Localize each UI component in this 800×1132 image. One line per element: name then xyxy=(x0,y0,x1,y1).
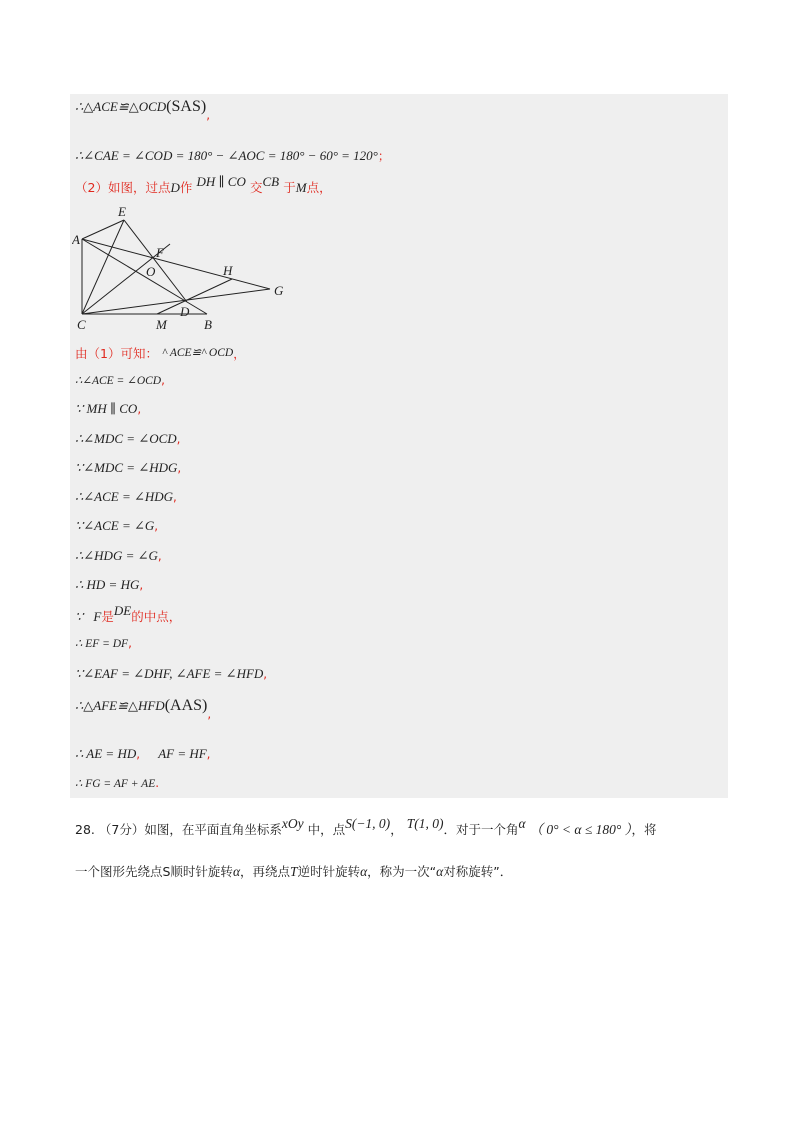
label-O: O xyxy=(146,264,156,279)
solution-line-1: ∴△ACE≌△OCD(SAS), xyxy=(75,98,211,122)
solution-line-7: ∴∠MDC = ∠OCD, xyxy=(75,431,181,446)
solution-line-18: ∴ FG = AF + AE. xyxy=(75,776,160,790)
solution-line-10: ∵∠ACE = ∠G, xyxy=(75,518,159,533)
segment-EC xyxy=(82,220,124,314)
question-28-line-2: 一个图形先绕点S顺时针旋转α，再绕点T逆时针旋转α，称为一次“α对称旋转”． xyxy=(75,864,513,879)
solution-line-15: ∵∠EAF = ∠DHF, ∠AFE = ∠HFD, xyxy=(75,666,268,681)
segment-AE xyxy=(82,220,124,239)
segment-AG xyxy=(82,239,270,289)
solution-line-12: ∴ HD = HG, xyxy=(75,577,144,592)
solution-line-14: ∴ EF = DF, xyxy=(75,636,132,650)
label-G: G xyxy=(274,283,284,298)
segment-MH xyxy=(157,279,232,314)
solution-line-16: ∴△AFE≌△HFD(AAS), xyxy=(75,697,212,721)
question-number: 28. xyxy=(75,822,95,837)
label-F: F xyxy=(156,245,164,260)
solution-line-2: ∴∠CAE = ∠COD = 180° − ∠AOC = 180° − 60° = 120°； xyxy=(75,148,390,163)
solution-line-17: ∴ AE = HD, AF = HF, xyxy=(75,746,211,761)
solution-line-11: ∴∠HDG = ∠G, xyxy=(75,548,162,563)
segment-DB xyxy=(187,302,207,314)
label-M: M xyxy=(156,317,167,332)
geometry-figure xyxy=(72,204,302,332)
solution-line-8: ∵∠MDC = ∠HDG, xyxy=(75,460,182,475)
solution-line-3: （2）如图，过点D作 DH ∥ CO 交CB 于M点， xyxy=(75,174,332,195)
segment-ED xyxy=(124,220,187,302)
label-C: C xyxy=(77,317,86,332)
solution-line-4: 由（1）可知： ^ ACE≌^ OCD， xyxy=(75,346,246,361)
label-A: A xyxy=(72,232,80,247)
segment-AD xyxy=(82,239,187,302)
label-D: D xyxy=(180,304,190,319)
label-E: E xyxy=(118,204,126,219)
figure-lines xyxy=(82,220,270,314)
label-B: B xyxy=(204,317,212,332)
segment-CG xyxy=(82,289,270,314)
question-28-line-1: 28. （7分）如图，在平面直角坐标系xOy 中，点S(−1, 0)， T(1, 0)．对于一个角α （ 0° < α ≤ 180° ），将 xyxy=(75,816,657,837)
solution-line-5: ∴∠ACE = ∠OCD, xyxy=(75,373,165,387)
label-H: H xyxy=(223,263,233,278)
solution-line-13: ∵ F是DE的中点， xyxy=(75,603,182,624)
solution-line-6: ∵ MH ∥ CO, xyxy=(75,401,142,416)
solution-line-9: ∴∠ACE = ∠HDG, xyxy=(75,489,177,504)
